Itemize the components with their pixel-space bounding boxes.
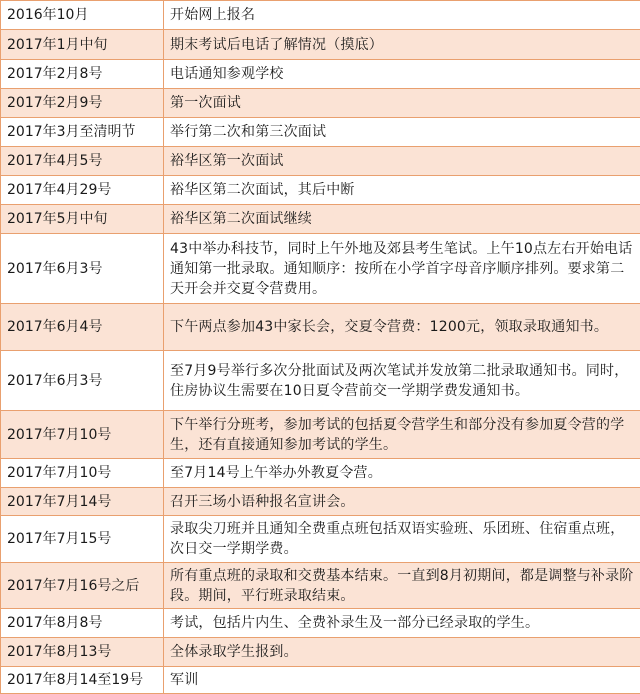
event-cell: 至7月14号上午举办外教夏令营。 bbox=[164, 459, 640, 488]
event-cell: 全体录取学生报到。 bbox=[164, 638, 640, 667]
event-cell: 期末考试后电话了解情况（摸底） bbox=[164, 30, 640, 60]
table-row bbox=[1, 60, 640, 89]
table-row bbox=[1, 30, 640, 60]
event-cell: 军训 bbox=[164, 667, 640, 694]
date-cell: 2017年6月3号 bbox=[1, 234, 164, 304]
date-cell: 2017年2月8号 bbox=[1, 60, 164, 89]
table-row bbox=[1, 89, 640, 118]
date-cell: 2016年10月 bbox=[1, 1, 164, 30]
table-row bbox=[1, 304, 640, 351]
table-row bbox=[1, 516, 640, 563]
date-cell: 2017年3月至清明节 bbox=[1, 118, 164, 147]
date-cell: 2017年7月14号 bbox=[1, 488, 164, 516]
date-cell: 2017年6月3号 bbox=[1, 351, 164, 411]
date-cell: 2017年5月中旬 bbox=[1, 205, 164, 234]
event-cell: 所有重点班的录取和交费基本结束。一直到8月初期间，都是调整与补录阶段。期间，平行班录取结束。 bbox=[164, 563, 640, 609]
event-cell: 裕华区第二次面试，其后中断 bbox=[164, 176, 640, 205]
date-cell: 2017年8月14至19号 bbox=[1, 667, 164, 694]
date-cell: 2017年8月13号 bbox=[1, 638, 164, 667]
table-row bbox=[1, 638, 640, 667]
table-row bbox=[1, 459, 640, 488]
event-cell: 至7月9号举行多次分批面试及两次笔试并发放第二批录取通知书。同时，住房协议生需要在10日夏令营前交一学期学费发通知书。 bbox=[164, 351, 640, 411]
table-row bbox=[1, 667, 640, 694]
table-row bbox=[1, 351, 640, 411]
date-cell: 2017年4月5号 bbox=[1, 147, 164, 176]
date-cell: 2017年7月15号 bbox=[1, 516, 164, 563]
event-cell: 录取尖刀班并且通知全费重点班包括双语实验班、乐团班、住宿重点班，次日交一学期学费。 bbox=[164, 516, 640, 563]
table-row bbox=[1, 563, 640, 609]
event-cell: 下午两点参加43中家长会，交夏令营费：1200元，领取录取通知书。 bbox=[164, 304, 640, 351]
table-row bbox=[1, 205, 640, 234]
table-row bbox=[1, 234, 640, 304]
date-cell: 2017年7月16号之后 bbox=[1, 563, 164, 609]
date-cell: 2017年7月10号 bbox=[1, 411, 164, 459]
table-row bbox=[1, 609, 640, 638]
table-row bbox=[1, 118, 640, 147]
event-cell: 下午举行分班考，参加考试的包括夏令营学生和部分没有参加夏令营的学生，还有直接通知参加考试的学生。 bbox=[164, 411, 640, 459]
date-cell: 2017年1月中旬 bbox=[1, 30, 164, 60]
event-cell: 电话通知参观学校 bbox=[164, 60, 640, 89]
event-cell: 43中举办科技节，同时上午外地及郊县考生笔试。上午10点左右开始电话通知第一批录取。通知顺序：按所在小学首字母音序顺序排列。要求第二天开会并交夏令营费用。 bbox=[164, 234, 640, 304]
table-row bbox=[1, 176, 640, 205]
event-cell: 考试，包括片内生、全费补录生及一部分已经录取的学生。 bbox=[164, 609, 640, 638]
event-cell: 举行第二次和第三次面试 bbox=[164, 118, 640, 147]
event-cell: 裕华区第一次面试 bbox=[164, 147, 640, 176]
timeline-table-body bbox=[1, 1, 640, 694]
event-cell: 召开三场小语种报名宣讲会。 bbox=[164, 488, 640, 516]
date-cell: 2017年7月10号 bbox=[1, 459, 164, 488]
table-row bbox=[1, 1, 640, 30]
date-cell: 2017年6月4号 bbox=[1, 304, 164, 351]
table-row bbox=[1, 411, 640, 459]
event-cell: 开始网上报名 bbox=[164, 1, 640, 30]
table-row bbox=[1, 147, 640, 176]
date-cell: 2017年2月9号 bbox=[1, 89, 164, 118]
table-row bbox=[1, 488, 640, 516]
event-cell: 裕华区第二次面试继续 bbox=[164, 205, 640, 234]
date-cell: 2017年4月29号 bbox=[1, 176, 164, 205]
date-cell: 2017年8月8号 bbox=[1, 609, 164, 638]
event-cell: 第一次面试 bbox=[164, 89, 640, 118]
